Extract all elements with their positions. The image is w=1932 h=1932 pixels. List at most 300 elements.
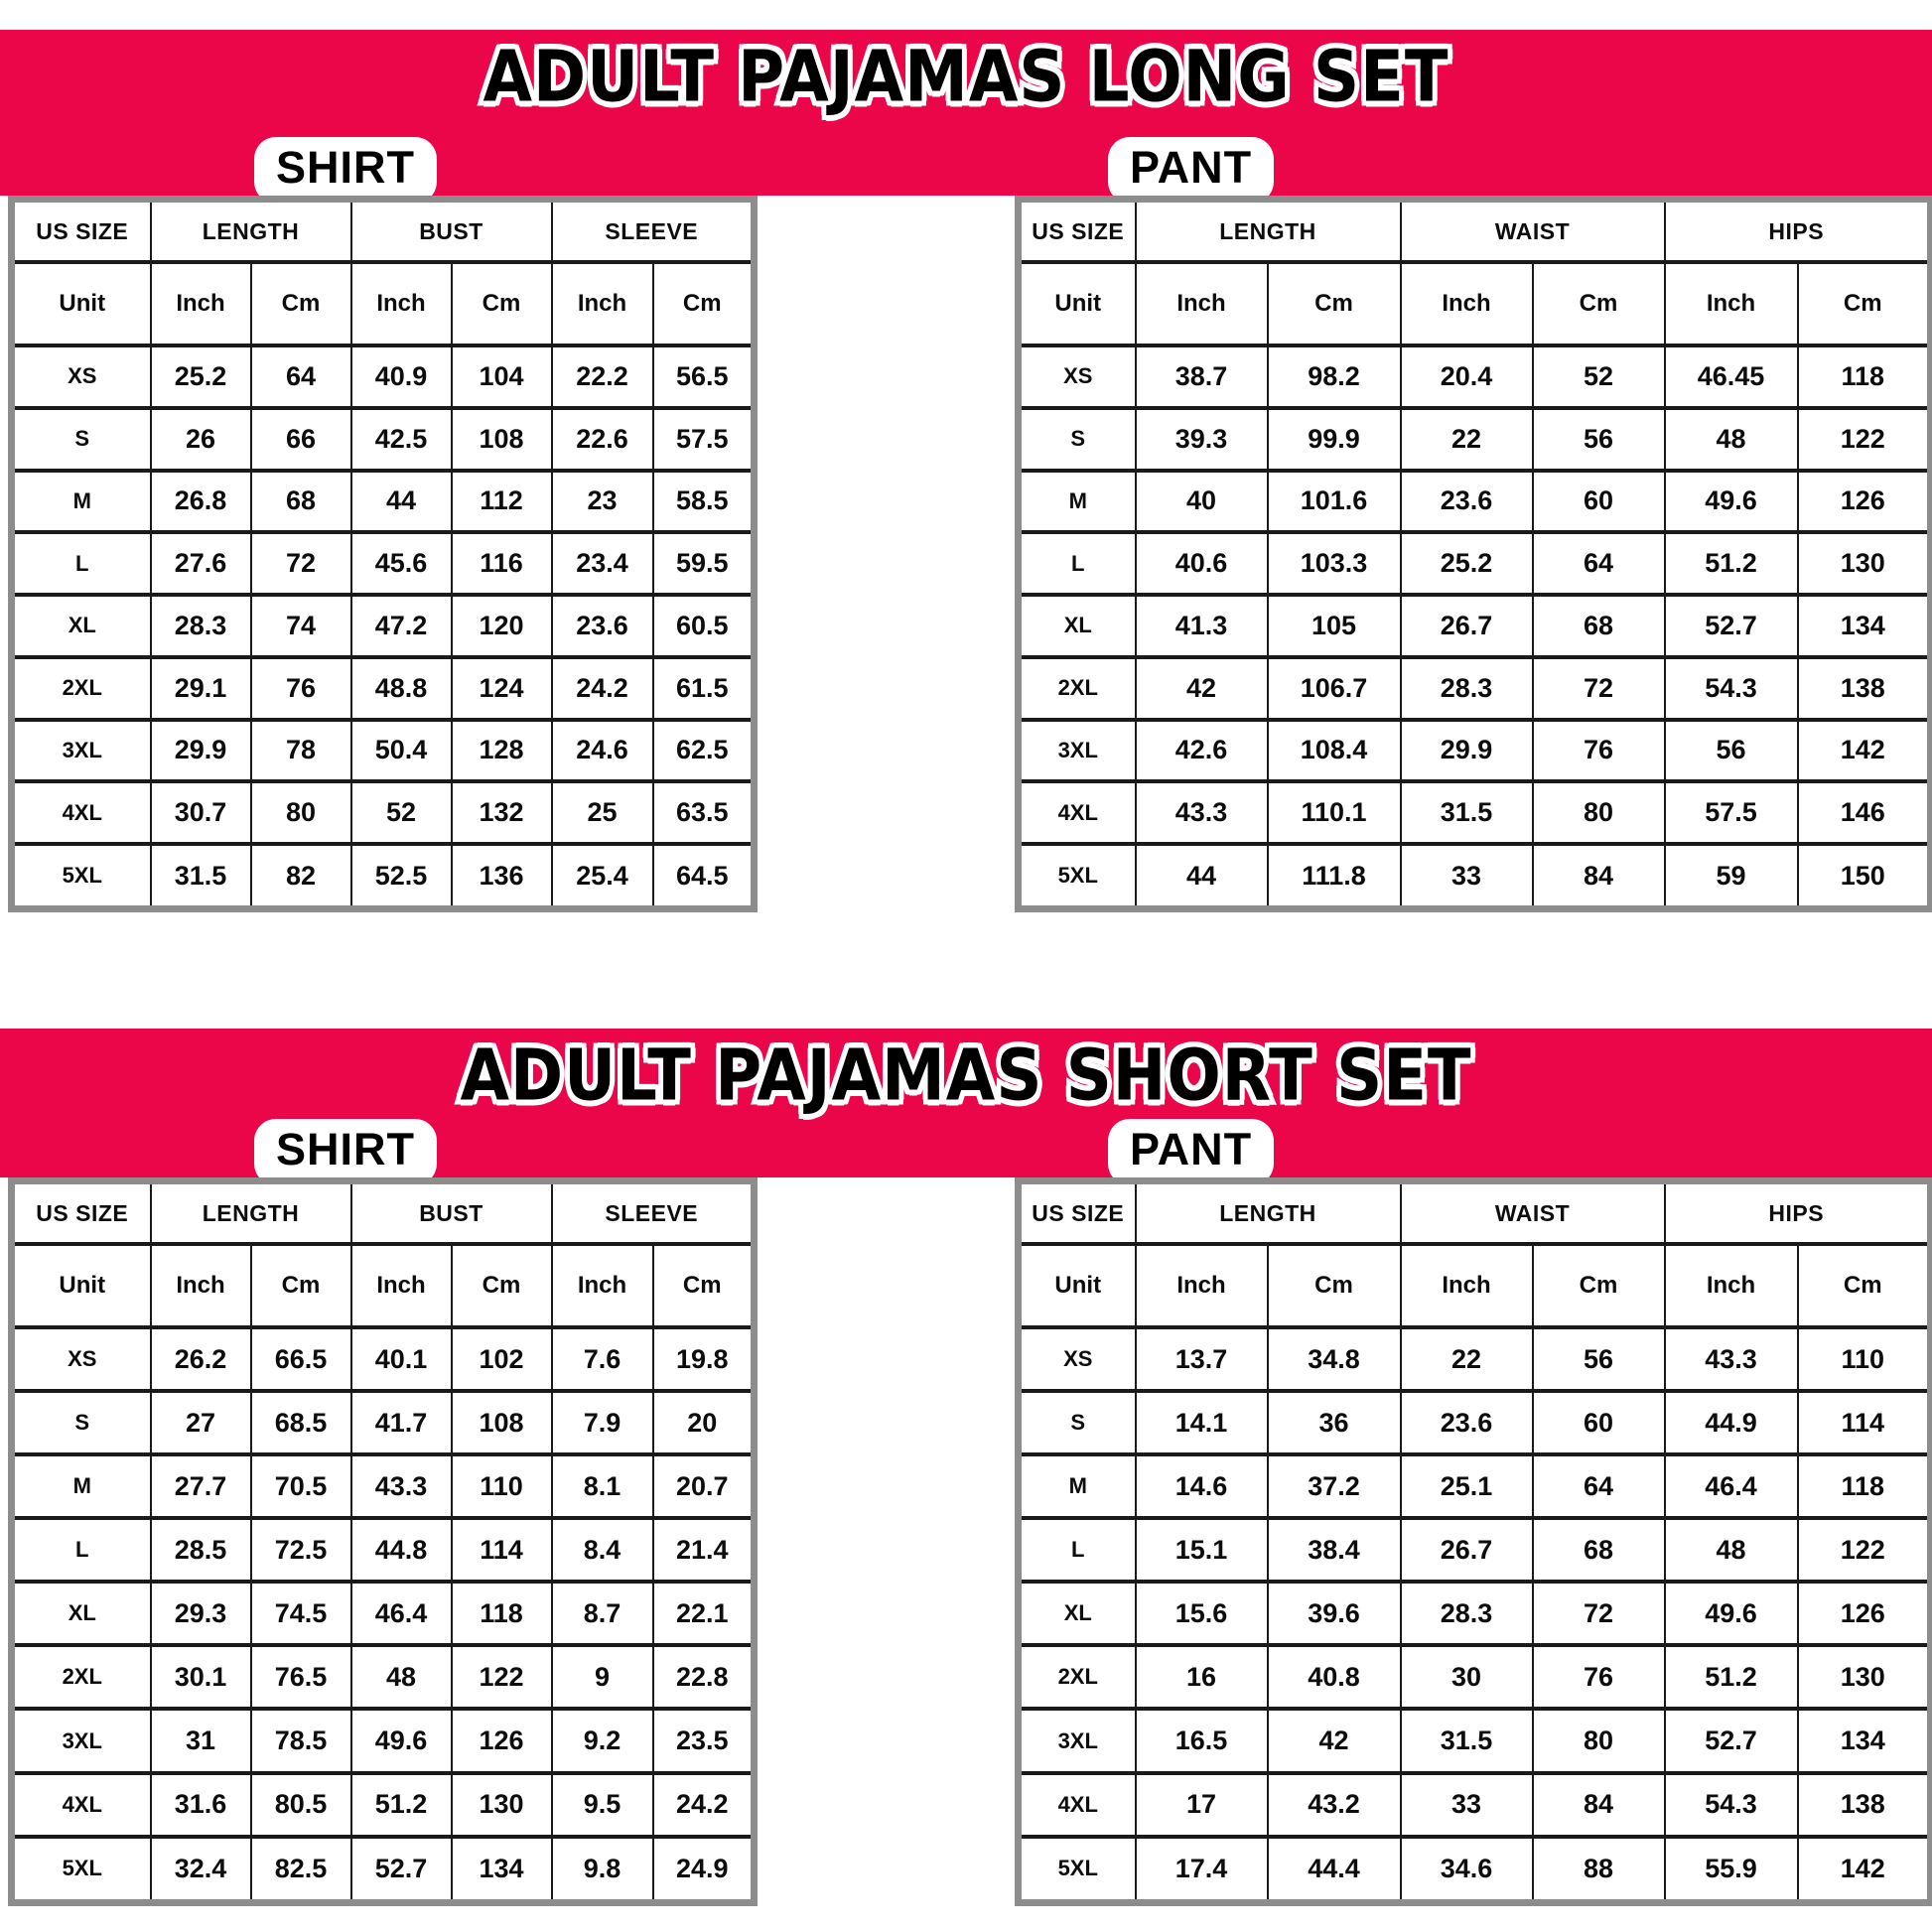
value-cell: 8.1: [552, 1454, 653, 1518]
value-cell: 134: [1798, 595, 1931, 657]
table-row: [12, 1518, 755, 1582]
value-cell: 39.6: [1268, 1582, 1401, 1645]
size-cell: XL: [12, 1582, 151, 1645]
size-cell: L: [1019, 1518, 1136, 1582]
unit-inch-header: Inch: [151, 262, 251, 345]
value-cell: 23.5: [653, 1709, 755, 1772]
value-cell: 80: [1533, 1709, 1665, 1772]
value-cell: 8.4: [552, 1518, 653, 1582]
value-cell: 37.2: [1268, 1454, 1401, 1518]
table-row: [1019, 1327, 1931, 1391]
value-cell: 40: [1136, 471, 1268, 533]
table-row: [1019, 532, 1931, 595]
value-cell: 44.8: [351, 1518, 452, 1582]
value-cell: 30.1: [151, 1645, 251, 1709]
table-row: [1019, 471, 1931, 533]
short-set-pant-label: PANT: [1108, 1119, 1274, 1185]
unit-cm-header: Cm: [1533, 1244, 1665, 1327]
value-cell: 51.2: [1665, 532, 1798, 595]
unit-header: Unit: [12, 1244, 151, 1327]
long-set-shirt-table: [8, 196, 758, 912]
size-cell: L: [12, 532, 151, 595]
value-cell: 60.5: [653, 595, 755, 657]
size-cell: S: [12, 408, 151, 471]
value-cell: 59: [1665, 844, 1798, 909]
size-cell: 3XL: [1019, 1709, 1136, 1772]
unit-header: Unit: [1019, 1244, 1136, 1327]
table-row: [1019, 720, 1931, 782]
table-row: [1019, 1582, 1931, 1645]
group-header-waist: WAIST: [1401, 200, 1665, 263]
value-cell: 76: [1533, 1645, 1665, 1709]
short-set-title: ADULT PAJAMAS SHORT SET: [460, 1035, 1472, 1118]
size-cell: S: [1019, 1391, 1136, 1454]
value-cell: 122: [1798, 408, 1931, 471]
group-header-length: LENGTH: [151, 200, 351, 263]
value-cell: 24.2: [552, 657, 653, 720]
size-cell: M: [12, 471, 151, 533]
unit-cm-header: Cm: [1533, 262, 1665, 345]
value-cell: 24.9: [653, 1837, 755, 1903]
value-cell: 126: [1798, 1582, 1931, 1645]
size-cell: 5XL: [1019, 1837, 1136, 1903]
value-cell: 22.8: [653, 1645, 755, 1709]
group-header-sleeve: SLEEVE: [552, 1181, 755, 1245]
value-cell: 20: [653, 1391, 755, 1454]
value-cell: 61.5: [653, 657, 755, 720]
value-cell: 8.7: [552, 1582, 653, 1645]
value-cell: 30: [1401, 1645, 1533, 1709]
value-cell: 20.4: [1401, 345, 1533, 408]
value-cell: 21.4: [653, 1518, 755, 1582]
table-row: [12, 471, 755, 533]
value-cell: 76.5: [251, 1645, 351, 1709]
value-cell: 51.2: [1665, 1645, 1798, 1709]
short-set-shirt-table: [8, 1177, 758, 1906]
value-cell: 64: [1533, 1454, 1665, 1518]
value-cell: 52.5: [351, 844, 452, 909]
table-row: [1019, 1773, 1931, 1837]
value-cell: 130: [1798, 532, 1931, 595]
unit-cm-header: Cm: [452, 262, 552, 345]
table-row: [1019, 1454, 1931, 1518]
value-cell: 132: [452, 781, 552, 844]
value-cell: 64: [1533, 532, 1665, 595]
value-cell: 48: [1665, 408, 1798, 471]
value-cell: 76: [251, 657, 351, 720]
value-cell: 46.4: [351, 1582, 452, 1645]
value-cell: 45.6: [351, 532, 452, 595]
size-cell: L: [1019, 532, 1136, 595]
value-cell: 28.5: [151, 1518, 251, 1582]
value-cell: 138: [1798, 1773, 1931, 1837]
value-cell: 80: [251, 781, 351, 844]
value-cell: 47.2: [351, 595, 452, 657]
unit-cm-header: Cm: [452, 1244, 552, 1327]
value-cell: 118: [1798, 1454, 1931, 1518]
size-cell: 5XL: [12, 1837, 151, 1903]
size-cell: XL: [12, 595, 151, 657]
value-cell: 38.7: [1136, 345, 1268, 408]
value-cell: 22: [1401, 408, 1533, 471]
value-cell: 30.7: [151, 781, 251, 844]
value-cell: 76: [1533, 720, 1665, 782]
value-cell: 103.3: [1268, 532, 1401, 595]
value-cell: 24.2: [653, 1773, 755, 1837]
unit-inch-header: Inch: [151, 1244, 251, 1327]
value-cell: 130: [1798, 1645, 1931, 1709]
unit-header: Unit: [1019, 262, 1136, 345]
value-cell: 68.5: [251, 1391, 351, 1454]
value-cell: 122: [1798, 1518, 1931, 1582]
unit-inch-header: Inch: [351, 262, 452, 345]
value-cell: 49.6: [1665, 1582, 1798, 1645]
table-row: [1019, 1645, 1931, 1709]
table-row: [12, 408, 755, 471]
unit-cm-header: Cm: [653, 262, 755, 345]
value-cell: 126: [452, 1709, 552, 1772]
unit-header-row: [12, 1244, 755, 1327]
table-body: [1019, 1327, 1931, 1903]
value-cell: 27.7: [151, 1454, 251, 1518]
value-cell: 72: [1533, 657, 1665, 720]
value-cell: 28.3: [1401, 1582, 1533, 1645]
value-cell: 28.3: [1401, 657, 1533, 720]
table-row: [12, 345, 755, 408]
value-cell: 72.5: [251, 1518, 351, 1582]
unit-inch-header: Inch: [552, 1244, 653, 1327]
long-set-title: ADULT PAJAMAS LONG SET: [483, 36, 1449, 119]
table-row: [1019, 1391, 1931, 1454]
value-cell: 19.8: [653, 1327, 755, 1391]
unit-cm-header: Cm: [1798, 262, 1931, 345]
value-cell: 42: [1268, 1709, 1401, 1772]
value-cell: 34.8: [1268, 1327, 1401, 1391]
group-header-hips: HIPS: [1665, 200, 1931, 263]
value-cell: 26.7: [1401, 1518, 1533, 1582]
size-cell: XL: [1019, 1582, 1136, 1645]
size-cell: 5XL: [1019, 844, 1136, 909]
unit-header: Unit: [12, 262, 151, 345]
table-body: [12, 345, 755, 909]
size-cell: XL: [1019, 595, 1136, 657]
value-cell: 64.5: [653, 844, 755, 909]
group-header-row: [12, 200, 755, 263]
size-cell: XS: [12, 345, 151, 408]
value-cell: 15.1: [1136, 1518, 1268, 1582]
table-row: [12, 1837, 755, 1903]
value-cell: 22.1: [653, 1582, 755, 1645]
table-row: [12, 844, 755, 909]
value-cell: 66.5: [251, 1327, 351, 1391]
unit-header-row: [1019, 1244, 1931, 1327]
value-cell: 136: [452, 844, 552, 909]
value-cell: 25.1: [1401, 1454, 1533, 1518]
value-cell: 43.3: [351, 1454, 452, 1518]
value-cell: 49.6: [351, 1709, 452, 1772]
size-cell: S: [1019, 408, 1136, 471]
value-cell: 99.9: [1268, 408, 1401, 471]
short-set-shirt-label: SHIRT: [254, 1119, 437, 1185]
unit-cm-header: Cm: [653, 1244, 755, 1327]
value-cell: 32.4: [151, 1837, 251, 1903]
value-cell: 38.4: [1268, 1518, 1401, 1582]
group-header-length: LENGTH: [1136, 1181, 1401, 1245]
value-cell: 64: [251, 345, 351, 408]
value-cell: 52.7: [1665, 595, 1798, 657]
size-cell: S: [12, 1391, 151, 1454]
value-cell: 122: [452, 1645, 552, 1709]
value-cell: 138: [1798, 657, 1931, 720]
value-cell: 25.2: [1401, 532, 1533, 595]
value-cell: 22: [1401, 1327, 1533, 1391]
table-row: [12, 1582, 755, 1645]
value-cell: 46.45: [1665, 345, 1798, 408]
value-cell: 29.1: [151, 657, 251, 720]
table-body: [1019, 345, 1931, 909]
unit-inch-header: Inch: [1665, 1244, 1798, 1327]
unit-cm-header: Cm: [1268, 1244, 1401, 1327]
value-cell: 40.6: [1136, 532, 1268, 595]
value-cell: 54.3: [1665, 657, 1798, 720]
size-cell: 4XL: [1019, 781, 1136, 844]
table-row: [1019, 781, 1931, 844]
value-cell: 29.9: [1401, 720, 1533, 782]
value-cell: 40.9: [351, 345, 452, 408]
value-cell: 105: [1268, 595, 1401, 657]
value-cell: 23.6: [552, 595, 653, 657]
table-row: [1019, 345, 1931, 408]
size-cell: 3XL: [12, 720, 151, 782]
long-set-pant-label: PANT: [1108, 137, 1274, 204]
group-header-row: [12, 1181, 755, 1245]
value-cell: 120: [452, 595, 552, 657]
value-cell: 126: [1798, 471, 1931, 533]
group-header-row: [1019, 1181, 1931, 1245]
group-header-sleeve: SLEEVE: [552, 200, 755, 263]
unit-header-row: [1019, 262, 1931, 345]
table-row: [12, 781, 755, 844]
value-cell: 74.5: [251, 1582, 351, 1645]
value-cell: 114: [452, 1518, 552, 1582]
group-header-row: [1019, 200, 1931, 263]
value-cell: 78.5: [251, 1709, 351, 1772]
unit-cm-header: Cm: [1798, 1244, 1931, 1327]
value-cell: 17.4: [1136, 1837, 1268, 1903]
table-row: [12, 1709, 755, 1772]
value-cell: 108.4: [1268, 720, 1401, 782]
value-cell: 15.6: [1136, 1582, 1268, 1645]
us-size-header: US SIZE: [1019, 200, 1136, 263]
table-row: [1019, 1837, 1931, 1903]
value-cell: 68: [1533, 595, 1665, 657]
value-cell: 134: [452, 1837, 552, 1903]
value-cell: 56: [1665, 720, 1798, 782]
value-cell: 56: [1533, 1327, 1665, 1391]
size-cell: L: [12, 1518, 151, 1582]
group-header-bust: BUST: [351, 1181, 552, 1245]
unit-inch-header: Inch: [1136, 262, 1268, 345]
value-cell: 110: [452, 1454, 552, 1518]
unit-cm-header: Cm: [251, 262, 351, 345]
value-cell: 98.2: [1268, 345, 1401, 408]
table-row: [12, 1327, 755, 1391]
value-cell: 31.5: [1401, 781, 1533, 844]
value-cell: 84: [1533, 1773, 1665, 1837]
value-cell: 59.5: [653, 532, 755, 595]
value-cell: 31.5: [151, 844, 251, 909]
value-cell: 80.5: [251, 1773, 351, 1837]
value-cell: 52: [351, 781, 452, 844]
value-cell: 54.3: [1665, 1773, 1798, 1837]
value-cell: 25.2: [151, 345, 251, 408]
value-cell: 142: [1798, 1837, 1931, 1903]
value-cell: 9: [552, 1645, 653, 1709]
value-cell: 106.7: [1268, 657, 1401, 720]
value-cell: 55.9: [1665, 1837, 1798, 1903]
value-cell: 63.5: [653, 781, 755, 844]
unit-inch-header: Inch: [351, 1244, 452, 1327]
size-cell: XS: [1019, 345, 1136, 408]
table-row: [1019, 657, 1931, 720]
value-cell: 39.3: [1136, 408, 1268, 471]
value-cell: 31.6: [151, 1773, 251, 1837]
value-cell: 16.5: [1136, 1709, 1268, 1772]
value-cell: 68: [1533, 1518, 1665, 1582]
table-row: [12, 595, 755, 657]
value-cell: 44.9: [1665, 1391, 1798, 1454]
size-cell: 3XL: [1019, 720, 1136, 782]
value-cell: 24.6: [552, 720, 653, 782]
value-cell: 40.1: [351, 1327, 452, 1391]
size-cell: M: [12, 1454, 151, 1518]
value-cell: 60: [1533, 1391, 1665, 1454]
table-body: [12, 1327, 755, 1903]
value-cell: 101.6: [1268, 471, 1401, 533]
value-cell: 34.6: [1401, 1837, 1533, 1903]
value-cell: 44: [351, 471, 452, 533]
short-set-pant-table: [1015, 1177, 1932, 1906]
value-cell: 40.8: [1268, 1645, 1401, 1709]
value-cell: 56: [1533, 408, 1665, 471]
value-cell: 66: [251, 408, 351, 471]
value-cell: 22.2: [552, 345, 653, 408]
value-cell: 108: [452, 1391, 552, 1454]
value-cell: 142: [1798, 720, 1931, 782]
value-cell: 58.5: [653, 471, 755, 533]
value-cell: 134: [1798, 1709, 1931, 1772]
unit-header-row: [12, 262, 755, 345]
value-cell: 36: [1268, 1391, 1401, 1454]
size-cell: 2XL: [1019, 657, 1136, 720]
table-row: [12, 1645, 755, 1709]
value-cell: 50.4: [351, 720, 452, 782]
value-cell: 29.9: [151, 720, 251, 782]
value-cell: 118: [452, 1582, 552, 1645]
table-row: [1019, 595, 1931, 657]
size-cell: XS: [1019, 1327, 1136, 1391]
value-cell: 28.3: [151, 595, 251, 657]
value-cell: 48.8: [351, 657, 452, 720]
group-header-hips: HIPS: [1665, 1181, 1931, 1245]
value-cell: 41.7: [351, 1391, 452, 1454]
value-cell: 72: [1533, 1582, 1665, 1645]
value-cell: 130: [452, 1773, 552, 1837]
value-cell: 31: [151, 1709, 251, 1772]
value-cell: 57.5: [653, 408, 755, 471]
value-cell: 112: [452, 471, 552, 533]
unit-inch-header: Inch: [1665, 262, 1798, 345]
value-cell: 128: [452, 720, 552, 782]
value-cell: 74: [251, 595, 351, 657]
value-cell: 78: [251, 720, 351, 782]
value-cell: 23: [552, 471, 653, 533]
value-cell: 88: [1533, 1837, 1665, 1903]
value-cell: 110.1: [1268, 781, 1401, 844]
value-cell: 46.4: [1665, 1454, 1798, 1518]
value-cell: 56.5: [653, 345, 755, 408]
value-cell: 17: [1136, 1773, 1268, 1837]
value-cell: 60: [1533, 471, 1665, 533]
value-cell: 118: [1798, 345, 1931, 408]
value-cell: 82: [251, 844, 351, 909]
value-cell: 80: [1533, 781, 1665, 844]
short-set-banner: [0, 1029, 1932, 1177]
value-cell: 104: [452, 345, 552, 408]
value-cell: 42.6: [1136, 720, 1268, 782]
value-cell: 33: [1401, 1773, 1533, 1837]
value-cell: 42: [1136, 657, 1268, 720]
size-cell: M: [1019, 471, 1136, 533]
value-cell: 48: [1665, 1518, 1798, 1582]
size-cell: 2XL: [1019, 1645, 1136, 1709]
value-cell: 51.2: [351, 1773, 452, 1837]
size-cell: 4XL: [1019, 1773, 1136, 1837]
value-cell: 150: [1798, 844, 1931, 909]
value-cell: 7.6: [552, 1327, 653, 1391]
value-cell: 9.8: [552, 1837, 653, 1903]
value-cell: 25: [552, 781, 653, 844]
size-cell: 3XL: [12, 1709, 151, 1772]
value-cell: 62.5: [653, 720, 755, 782]
group-header-waist: WAIST: [1401, 1181, 1665, 1245]
value-cell: 16: [1136, 1645, 1268, 1709]
us-size-header: US SIZE: [12, 200, 151, 263]
table-row: [1019, 1709, 1931, 1772]
value-cell: 26: [151, 408, 251, 471]
us-size-header: US SIZE: [1019, 1181, 1136, 1245]
value-cell: 23.6: [1401, 1391, 1533, 1454]
table-row: [1019, 408, 1931, 471]
long-set-shirt-label: SHIRT: [254, 137, 437, 204]
unit-inch-header: Inch: [1136, 1244, 1268, 1327]
value-cell: 43.3: [1136, 781, 1268, 844]
value-cell: 52: [1533, 345, 1665, 408]
value-cell: 52.7: [1665, 1709, 1798, 1772]
value-cell: 26.7: [1401, 595, 1533, 657]
value-cell: 116: [452, 532, 552, 595]
table-row: [12, 532, 755, 595]
value-cell: 26.2: [151, 1327, 251, 1391]
value-cell: 26.8: [151, 471, 251, 533]
group-header-bust: BUST: [351, 200, 552, 263]
value-cell: 82.5: [251, 1837, 351, 1903]
value-cell: 57.5: [1665, 781, 1798, 844]
size-cell: 4XL: [12, 781, 151, 844]
value-cell: 108: [452, 408, 552, 471]
value-cell: 42.5: [351, 408, 452, 471]
value-cell: 84: [1533, 844, 1665, 909]
